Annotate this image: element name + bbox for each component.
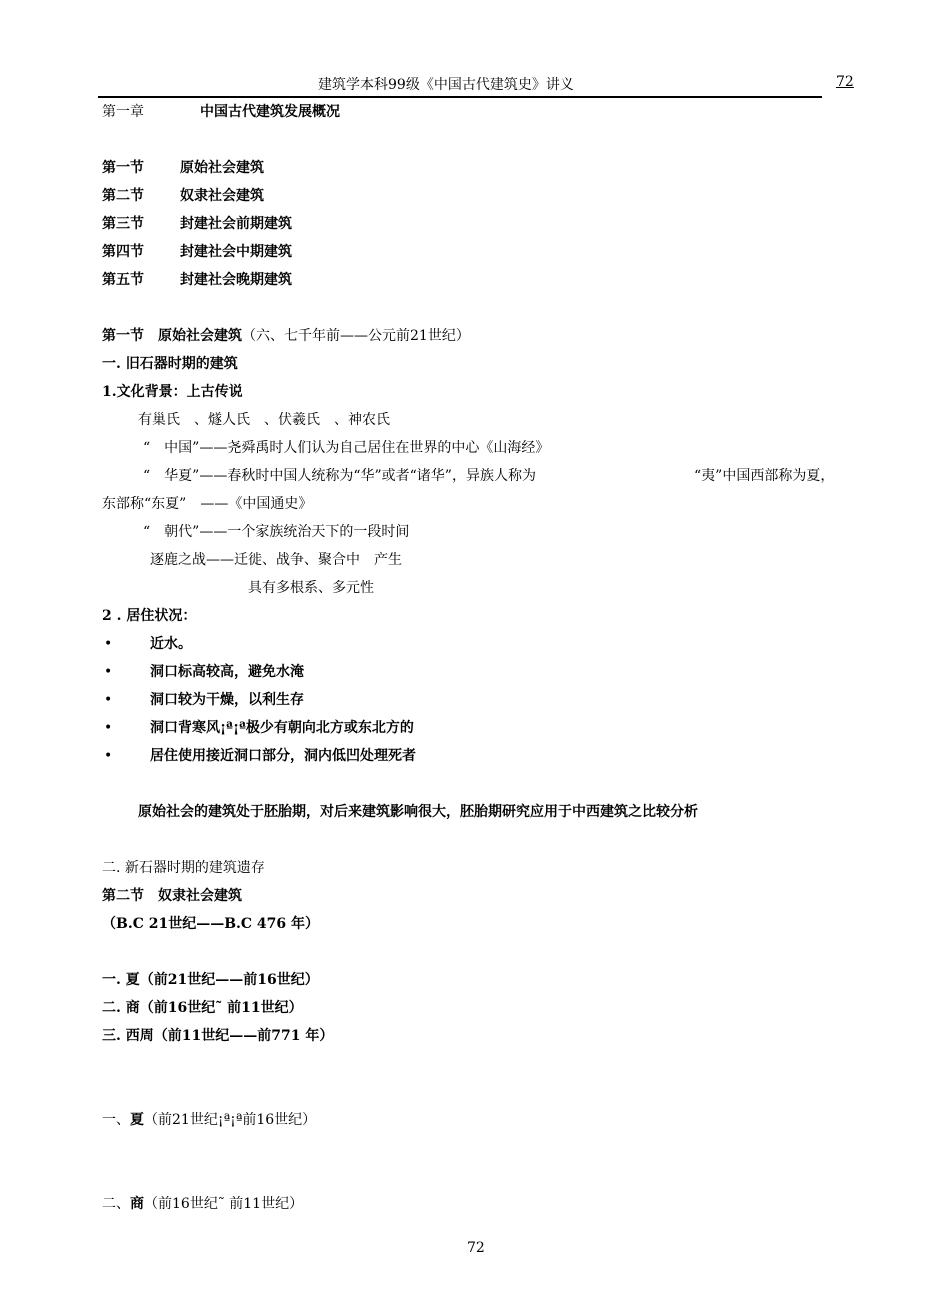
xia-name: 夏 xyxy=(130,1112,144,1128)
toc-num: 第二节 xyxy=(102,188,144,204)
shang-range: （前16世纪˜ 前11世纪） xyxy=(144,1196,304,1212)
toc-num: 第一节 xyxy=(102,160,144,176)
section-1-heading: 第一节 原始社会建筑 xyxy=(102,328,242,344)
subsection-paleolithic: 一. 旧石器时期的建筑 xyxy=(102,356,238,372)
toc-num: 第三节 xyxy=(102,216,144,232)
section-1-period: （六、七千年前——公元前21世纪） xyxy=(242,328,470,344)
dynasty-item: 二. 商（前16世纪˜ 前11世纪） xyxy=(102,1000,303,1016)
toc-title: 封建社会前期建筑 xyxy=(180,216,292,232)
huaxia-line-b: “夷”中国西部称为夏， xyxy=(694,468,835,484)
xia-range: （前21世纪¡ª¡ª前16世纪） xyxy=(144,1112,317,1128)
shang-prefix: 二、 xyxy=(102,1196,130,1212)
toc-title: 封建社会晚期建筑 xyxy=(180,272,292,288)
bullet-item: 洞口背寒风¡ª¡ª极少有朝向北方或东北方的 xyxy=(150,720,414,736)
toc-num: 第四节 xyxy=(102,244,144,260)
toc-title: 原始社会建筑 xyxy=(180,160,264,176)
dynasty-item: 三. 西周（前11世纪——前771 年） xyxy=(102,1028,334,1044)
bullet-item: 近水。 xyxy=(150,636,192,652)
section-2-period: （B.C 21世纪——B.C 476 年） xyxy=(102,916,320,932)
bullet-item: 洞口较为干燥，以利生存 xyxy=(150,692,304,708)
section-1-heading-line xyxy=(102,326,470,346)
chapter-title: 中国古代建筑发展概况 xyxy=(200,104,340,120)
footer-page-number: 72 xyxy=(467,1240,485,1256)
duoyuan-line: 具有多根系、多元性 xyxy=(248,580,374,596)
bullet-marker: • xyxy=(104,692,113,708)
zhongguo-line: “ 中国”——尧舜禹时人们认为自己居住在世界的中心《山海经》 xyxy=(143,440,550,456)
xia-prefix: 一、 xyxy=(102,1112,130,1128)
zhulu-line: 逐鹿之战——迁徙、战争、聚合中 产生 xyxy=(150,552,402,568)
summary-line: 原始社会的建筑处于胚胎期，对后来建筑影响很大，胚胎期研究应用于中西建筑之比较分析 xyxy=(138,804,698,820)
legends-line: 有巢氏 、燧人氏 、伏羲氏 、神农氏 xyxy=(138,412,390,428)
chaodai-line: “ 朝代”——一个家族统治天下的一段时间 xyxy=(143,524,410,540)
shang-heading xyxy=(102,1194,303,1214)
bullet-marker: • xyxy=(104,720,113,736)
bullet-item: 居住使用接近洞口部分，洞内低凹处理死者 xyxy=(150,748,416,764)
bullet-marker: • xyxy=(104,748,113,764)
living-heading: 2 . 居住状况： xyxy=(102,608,197,624)
xia-heading xyxy=(102,1110,316,1130)
header-rule xyxy=(98,96,822,98)
toc-title: 封建社会中期建筑 xyxy=(180,244,292,260)
dynasty-item: 一. 夏（前21世纪——前16世纪） xyxy=(102,972,319,988)
chapter-label: 第一章 xyxy=(102,104,144,120)
culture-heading: 1.文化背景：上古传说 xyxy=(102,384,243,400)
header-page-number: 72 xyxy=(836,74,854,90)
bullet-marker: • xyxy=(104,664,113,680)
toc-title: 奴隶社会建筑 xyxy=(180,188,264,204)
section-2-heading: 第二节 奴隶社会建筑 xyxy=(102,888,242,904)
bullet-item: 洞口标高较高，避免水淹 xyxy=(150,664,304,680)
huaxia-line-c: 东部称“东夏” ——《中国通史》 xyxy=(102,496,313,512)
bullet-marker: • xyxy=(104,636,113,652)
toc-num: 第五节 xyxy=(102,272,144,288)
subsection-neolithic: 二. 新石器时期的建筑遗存 xyxy=(102,860,265,876)
header-title: 建筑学本科99级《中国古代建筑史》讲义 xyxy=(318,77,574,93)
shang-name: 商 xyxy=(130,1196,144,1212)
huaxia-line-a: “ 华夏”——春秋时中国人统称为“华”或者“诸华”，异族人称为 xyxy=(143,468,536,484)
